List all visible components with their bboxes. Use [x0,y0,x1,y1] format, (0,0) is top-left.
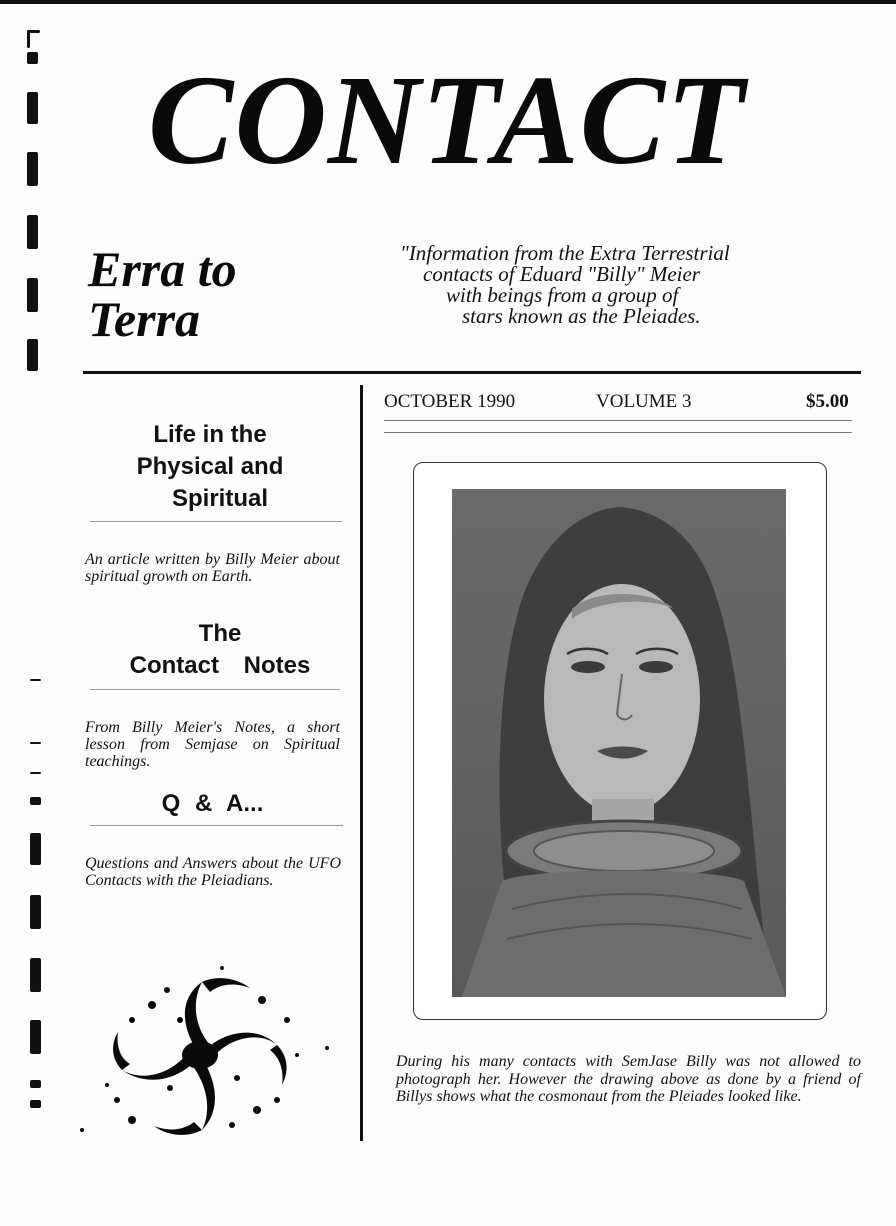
section-rule [90,521,342,522]
section-rule [90,689,340,690]
issue-volume: VOLUME 3 [596,391,692,412]
issue-rule [384,420,852,421]
binding-mark [27,339,38,371]
section-title-line: Contact Notes [129,652,311,679]
section-title-life [90,419,330,515]
binding-mark [27,52,38,64]
masthead-title: CONTACT [148,49,746,191]
spiral-galaxy-icon [72,960,342,1150]
binding-mark [30,1020,41,1054]
photo-caption: During his many contacts with SemJase Billy was not allowed to photograph her. However the drawing above as done by a friend of Billys shows what the cosmonaut from the Pleiades looked like. [396,1053,861,1105]
tagline-line: "Information from the Extra Terrestrial [400,241,730,265]
section-description-contact-notes: From Billy Meier's Notes, a short lesson from Semjase on Spiritual teachings. [85,719,340,770]
tagline-line: contacts of Eduard "Billy" Meier [423,262,700,286]
section-description-qa: Questions and Answers about the UFO Contacts with the Pleiadians. [85,855,341,889]
tagline-line: with beings from a group of [446,283,679,307]
binding-mark [30,1100,41,1108]
binding-mark [30,1080,41,1088]
subtitle-line: Erra to [88,241,237,297]
tagline-line: stars known as the Pleiades. [462,304,701,328]
section-title-line: Life in the [153,421,267,448]
portrait-drawing [452,489,786,997]
binding-mark [27,278,38,312]
header-divider [83,371,861,374]
publication-subtitle [88,241,308,347]
section-title-qa [105,788,320,820]
binding-mark [30,895,41,929]
issue-date: OCTOBER 1990 [384,391,516,412]
column-divider [360,385,363,1141]
binding-mark [27,30,30,48]
binding-mark [27,92,38,124]
binding-mark [30,742,41,744]
binding-mark [30,797,41,805]
section-title-line: Physical and [136,453,284,480]
section-title-line: Spiritual [171,485,268,512]
binding-mark [30,772,41,774]
section-title-contact-notes [105,618,335,682]
section-title-line: Q & A... [161,790,264,817]
top-border-rule [0,0,896,4]
section-rule [90,825,343,826]
binding-mark [30,679,41,681]
section-description-life: An article written by Billy Meier about spiritual growth on Earth. [85,551,340,585]
subtitle-line: Terra [88,291,201,347]
binding-mark [27,152,38,186]
binding-mark [30,833,41,865]
binding-mark [30,958,41,992]
issue-price: $5.00 [806,391,849,412]
binding-mark [27,215,38,249]
issue-rule [384,432,852,433]
section-title-line: The [198,620,242,647]
